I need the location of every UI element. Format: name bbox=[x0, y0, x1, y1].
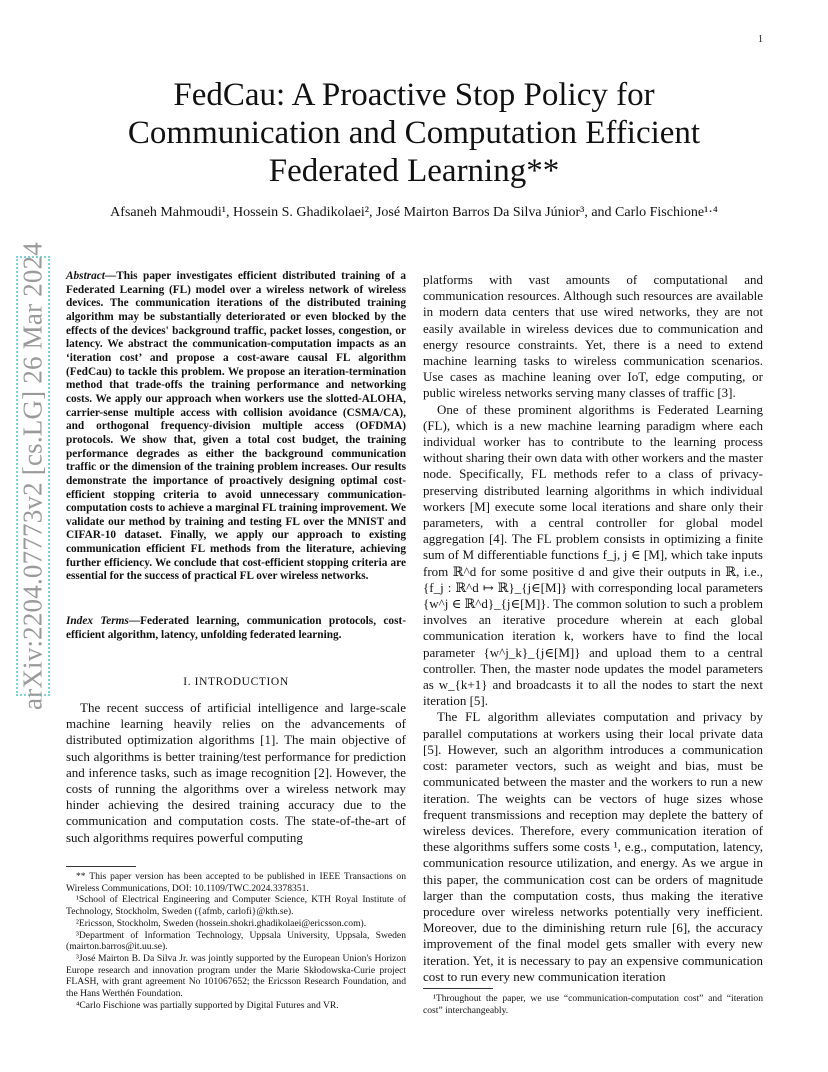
arxiv-stamp-text: arXiv:2204.07773v2 [cs.LG] 26 Mar 2024 bbox=[17, 241, 48, 711]
footnote: ⁴Carlo Fischione was partially supported by Digital Futures and VR. bbox=[76, 999, 339, 1011]
title-line-2: Communication and Computation Efficient bbox=[127, 115, 701, 151]
body-paragraph: One of these prominent algorithms is Federated Learning (FL), which is a new machine learning paradigm where each individual worker has to contribute to the learning process without sharing their own data with other workers and the master node. Specifically, FL methods refer to a class of privacy-preserving distributed learning algorithms in which individual workers [M] execute some local iterations and share only their parameters, with a central controller for global model aggregation [4]. The FL problem consists in optimizing a finite sum of M differentiable functions f_j, j ∈ [M], which take inputs from ℝ^d for some positive d and give their outputs in ℝ, i.e., {f_j : ℝ^d ↦ ℝ}_{j∈[M]} with corresponding local parameters {w^j ∈ ℝ^d}_{j∈[M]}. The common solution to such a problem involves an iterative procedure wherein at each global communication iteration k, workers have to find the local parameter {w^j_k}_{j∈[M]} and upload them to a central controller. Then, the master node updates the model parameters as w_{k+1} and broadcasts it to all the nodes to start the next iteration [5]. bbox=[423, 401, 763, 709]
intro-column-left bbox=[66, 700, 406, 846]
section-heading-introduction: I. INTRODUCTION bbox=[183, 676, 289, 688]
footnote-rule bbox=[66, 866, 136, 867]
index-terms bbox=[66, 615, 406, 642]
abstract bbox=[66, 270, 406, 584]
title-line-3: Federated Learning** bbox=[268, 153, 560, 189]
footnote: ** This paper version has been accepted to be published in IEEE Transactions on Wireless Communications, DOI: 10.1109/TWC.2024.3378351. bbox=[66, 871, 406, 894]
page-number: 1 bbox=[758, 34, 763, 45]
footnote-rule bbox=[423, 988, 493, 989]
arxiv-stamp[interactable] bbox=[16, 241, 50, 711]
footnote: ³Department of Information Technology, Uppsala University, Uppsala, Sweden (mairton.barros@it.uu.se). bbox=[66, 929, 406, 953]
body-paragraph: The FL algorithm alleviates computation and privacy by parallel computations at workers using their local private data [5]. However, such an algorithm introduces a communication cost: parameter vectors, such as weight and bias, must be communicated between the master and the workers to run a new iteration. The weights can be vectors of huge sizes whose frequent transmissions and reception may deplete the battery of wireless devices. Therefore, every communication iteration of these algorithms suffers some costs ¹, e.g., computation, latency, communication resource utilization, and energy. As we argue in this paper, the communication cost can be orders of magnitude larger than the computation costs, thus making the iterative procedure over wireless networks potentially very inefficient. Moreover, due to the diminishing return rule [6], the accuracy improvement of the final model gets smaller with every new iteration. Yet, it is necessary to pay an expensive communication cost to run every new communication iteration bbox=[423, 709, 763, 984]
abstract-label: Abstract bbox=[66, 270, 105, 282]
footnote: ¹Throughout the paper, we use “communication-computation cost” and “iteration cost” interchangeably. bbox=[423, 993, 763, 1016]
index-terms-text: —Federated learning, communication protocols, cost-efficient algorithm, latency, unfolding federated learning. bbox=[66, 615, 406, 641]
title-line-1: FedCau: A Proactive Stop Policy for bbox=[173, 77, 655, 113]
index-terms-label: Index Terms bbox=[66, 615, 129, 627]
author-list: Afsaneh Mahmoudi¹, Hossein S. Ghadikolaei², José Mairton Barros Da Silva Júnior³, and Carlo Fischione¹·⁴ bbox=[110, 205, 718, 220]
body-paragraph: platforms with vast amounts of computational and communication resources. Although such resources are available in modern data centers that use wired networks, they are not easily available in wireless devices due to communication and energy resource constraints. Yet, there is a need to extend machine learning tasks to wireless communication scenarios. Use cases as machine leaning over IoT, edge computing, or public wireless networks serving many classes of traffic [3]. bbox=[423, 272, 763, 401]
paper-title bbox=[40, 76, 788, 190]
footnotes-left bbox=[66, 866, 406, 1011]
footnote-right bbox=[423, 988, 763, 1016]
body-column-right bbox=[423, 272, 763, 985]
abstract-text: —This paper investigates efficient distributed training of a Federated Learning (FL) model over a wireless network of wireless devices. The communication iterations of the distributed training algorithm may be substantially deteriorated or even blocked by the effects of the devices' background traffic, packet losses, congestion, or latency. We abstract the communication-computation impacts as an ‘iteration cost’ and propose a cost-aware causal FL algorithm (FedCau) to tackle this problem. We propose an iteration-termination method that trade-offs the training performance and networking costs. We apply our approach when workers use the slotted-ALOHA, carrier-sense multiple access with collision avoidance (CSMA/CA), and orthogonal frequency-division multiple access (OFDMA) protocols. We show that, given a total cost budget, the training performance degrades as either the background communication traffic or the dimension of the training problem increases. Our results demonstrate the importance of proactively designing optimal cost-efficient stopping criteria to avoid unnecessary communication-computation costs to achieve a marginal FL training improvement. We validate our method by training and testing FL over the MNIST and CIFAR-10 dataset. Finally, we apply our approach to existing communication efficient FL methods from the literature, achieving further efficiency. We conclude that cost-efficient stopping criteria are essential for the success of practical FL over wireless networks. bbox=[66, 270, 406, 583]
footnote: ²Ericsson, Stockholm, Sweden (hossein.shokri.ghadikolaei@ericsson.com). bbox=[76, 917, 367, 929]
intro-paragraph: The recent success of artificial intelligence and large-scale machine learning heavily relies on the advancements of distributed optimization algorithms [1]. The main objective of such algorithms is better training/test performance for prediction and inference tasks, such as image recognition [2]. However, the costs of running the algorithms over a wireless network may hinder achieving the desired training accuracy due to the communication and computation costs. The state-of-the-art of such algorithms requires powerful computing bbox=[66, 700, 406, 845]
footnote: ¹School of Electrical Engineering and Computer Science, KTH Royal Institute of Technology, Stockholm, Sweden ({afmb, carlofi}@kth.se). bbox=[66, 894, 406, 918]
footnote: ³José Mairton B. Da Silva Jr. was jointly supported by the European Union's Horizon Europe research and innovation program under the Marie Skłodowska-Curie project FLASH, with grant agreement No 101067652; the Ericsson Research Foundation, and the Hans Werthén Foundation. bbox=[66, 952, 406, 1000]
